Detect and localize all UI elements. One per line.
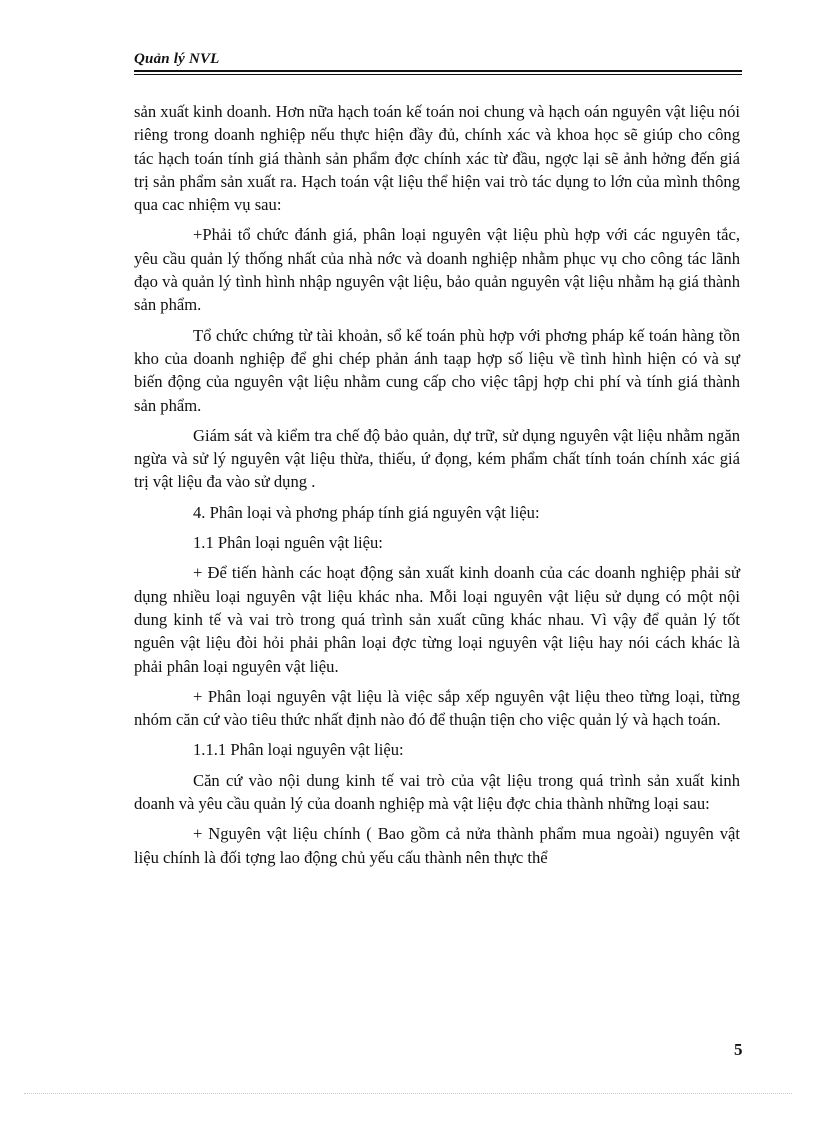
paragraph-1: sản xuất kinh doanh. Hơn nữa hạch toán kế toán noi chung và hạch oán nguyên vật liệu nói riêng trong doanh nghiệp nếu thực hiện đầy đủ, chính xác và khoa học sẽ giúp cho công tác hạch toán tính giá thành sản phẩm đợc chính xác từ đầu, ngợc lại sẽ ảnh hởng đến giá trị sản phẩm sản xuất ra. Hạch toán vật liệu thể hiện vai trò tác dụng to lớn của mình thông qua cac nhiệm vụ sau:: [134, 102, 740, 215]
paragraph-2: +Phải tổ chức đánh giá, phân loại nguyên vật liệu phù hợp với các nguyên tắc, yêu cầu quản lý thống nhất của nhà nớc và doanh nghiệp nhằm phục vụ cho công tác lãnh đạo và quản lý tình hình nhập nguyên vật liệu, bảo quản nguyên vật liệu nhằm hạ giá thành sản phẩm.: [134, 225, 740, 315]
paragraph-6: + Phân loại nguyên vật liệu là việc sắp xếp nguyên vật liệu theo từng loại, từng nhóm căn cứ vào tiêu thức nhất định nào đó để thuận tiện cho việc quản lý và hạch toán.: [134, 686, 740, 730]
paragraph-5: + Để tiến hành các hoạt động sản xuất kinh doanh của các doanh nghiệp phải sử dụng nhiều loại nguyên vật liệu khác nha. Mỗi loại nguyên vật liệu sử dụng có một nội dung kinh tế và vai trò trong quá trình sản xuất cũng khác nhau. Vì vậy để quản lý tốt nguên vật liệu đòi hỏi phải phân loại đợc từng loại nguyên vật liệu hay nói cách khác là phải phân loại nguyên vật liệu.: [134, 563, 740, 676]
page-number: 5: [734, 1040, 743, 1059]
subsection-heading-1-1-1: 1.1.1 Phân loại nguyên vật liệu:: [193, 740, 404, 760]
paragraph-4: Giám sát và kiểm tra chế độ bảo quản, dự trữ, sử dụng nguyên vật liệu nhằm ngăn ngừa và sử lý nguyên vật liệu thừa, thiếu, ứ đọng, kém phẩm chất tính toán chính xác giá trị vật liệu đa vào sử dụng .: [134, 425, 740, 492]
section-heading-4: 4. Phân loại và phơng pháp tính giá nguyên vật liệu:: [193, 502, 540, 522]
paragraph-3: Tổ chức chứng từ tài khoản, sổ kế toán phù hợp với phơng pháp kế toán hàng tồn kho của doanh nghiệp để ghi chép phản ánh taạp hợp số liệu về tình hình hiện có và sự biến động của nguyên vật liệu nhằm cung cấp cho việc tâpj hợp chi phí và tính giá thành sản phẩm.: [134, 325, 740, 415]
document-body: [134, 100, 740, 876]
paragraph-8: + Nguyên vật liệu chính ( Bao gồm cả nửa thành phẩm mua ngoài) nguyên vật liệu chính là đối tợng lao động chủ yếu cấu thành nên thực thể: [134, 824, 740, 867]
page-header: [134, 50, 742, 75]
subsection-heading-1-1: 1.1 Phân loại nguên vật liệu:: [193, 533, 383, 553]
header-rule-thin: [134, 74, 742, 75]
paragraph-7: Căn cứ vào nội dung kinh tế vai trò của vật liệu trong quá trình sản xuất kinh doanh và yêu cầu quản lý của doanh nghiệp mà vật liệu đợc chia thành những loại sau:: [134, 770, 740, 814]
header-title: Quản lý NVL: [134, 51, 220, 67]
page-bottom-divider: [24, 1093, 792, 1094]
header-rule: [134, 70, 742, 72]
